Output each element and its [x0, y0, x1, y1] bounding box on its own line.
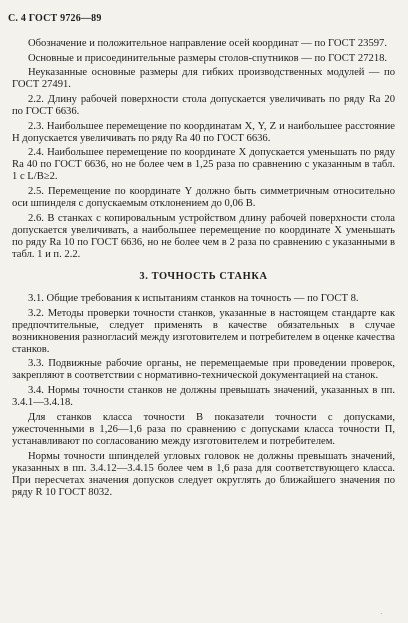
paragraph: 2.2. Длину рабочей поверхности стола допускается увеличивать по ряду Ra 20 по ГОСТ 6636.: [12, 93, 395, 118]
paragraph: Основные и присоединительные размеры столов-спутников — по ГОСТ 27218.: [28, 52, 388, 64]
page-content: [12, 38, 395, 501]
scan-mark: ·: [380, 610, 383, 618]
paragraph: 3.3. Подвижные рабочие органы, не перемещаемые при проведении проверок, закрепляют в соответствии с нормативно-технической документацией на станок.: [12, 358, 395, 382]
paragraph: 2.6. В станках с копировальным устройством длину рабочей поверхности стола допускается увеличивать, а наибольшее перемещение по координате X уменьшать по ряду Ra 10 по ГОСТ 6636, но не более чем в 2 раза по сравнению с указанными в табл. 1 и п. 2.2.: [12, 212, 395, 260]
paragraph: Неуказанные основные размеры для гибких производственных модулей — по ГОСТ 27491.: [12, 67, 395, 91]
page-header: С. 4 ГОСТ 9726—89: [8, 13, 102, 24]
section-title: 3. ТОЧНОСТЬ СТАНКА: [139, 270, 268, 282]
paragraph: 3.2. Методы проверки точности станков, указанные в настоящем стандарте как предпочтительные, следует применять в качестве обязательных в случае возникновения разногласий между изготовителем и потребителем в оценке качества станков.: [12, 307, 395, 355]
paragraph: 3.1. Общие требования к испытаниям станков на точность — по ГОСТ 8.: [28, 293, 359, 304]
paragraph: Нормы точности шпинделей угловых головок не должны превышать значений, указанных в пп. 3.4.12—3.4.15 более чем в 1,6 раза для соответствующего класса. При пересчетах значения допусков следует округлять до ближайшего значения по ряду R 10 ГОСТ 8032.: [12, 450, 395, 498]
paragraph: 2.3. Наибольшее перемещение по координатам X, Y, Z и наибольшее расстояние H допускается увеличивать по ряду Ra 40 по ГОСТ 6636.: [12, 120, 395, 144]
paragraph: 2.4. Наибольшее перемещение по координате X допускается уменьшать по ряду Ra 40 по ГОСТ 6636, но не более чем в 1,25 раза по сравнению с указанным в табл. 1 с L/B≥2.: [12, 147, 395, 183]
paragraph: 2.5. Перемещение по координате Y должно быть симметричным относительно оси шпинделя с допускаемым отклонением до 0,06 B.: [12, 186, 395, 210]
paragraph: 3.4. Нормы точности станков не должны превышать значений, указанных в пп. 3.4.1—3.4.18.: [12, 385, 395, 409]
paragraph: Для станков класса точности В показатели точности с допусками, ужесточенными в 1,26—1,6 раза по сравнению с допусками класса точности П, устанавливают по согласованию между изготовителем и потребителем.: [12, 411, 395, 447]
paragraph: Обозначение и положительное направление осей координат — по ГОСТ 23597.: [28, 38, 387, 49]
